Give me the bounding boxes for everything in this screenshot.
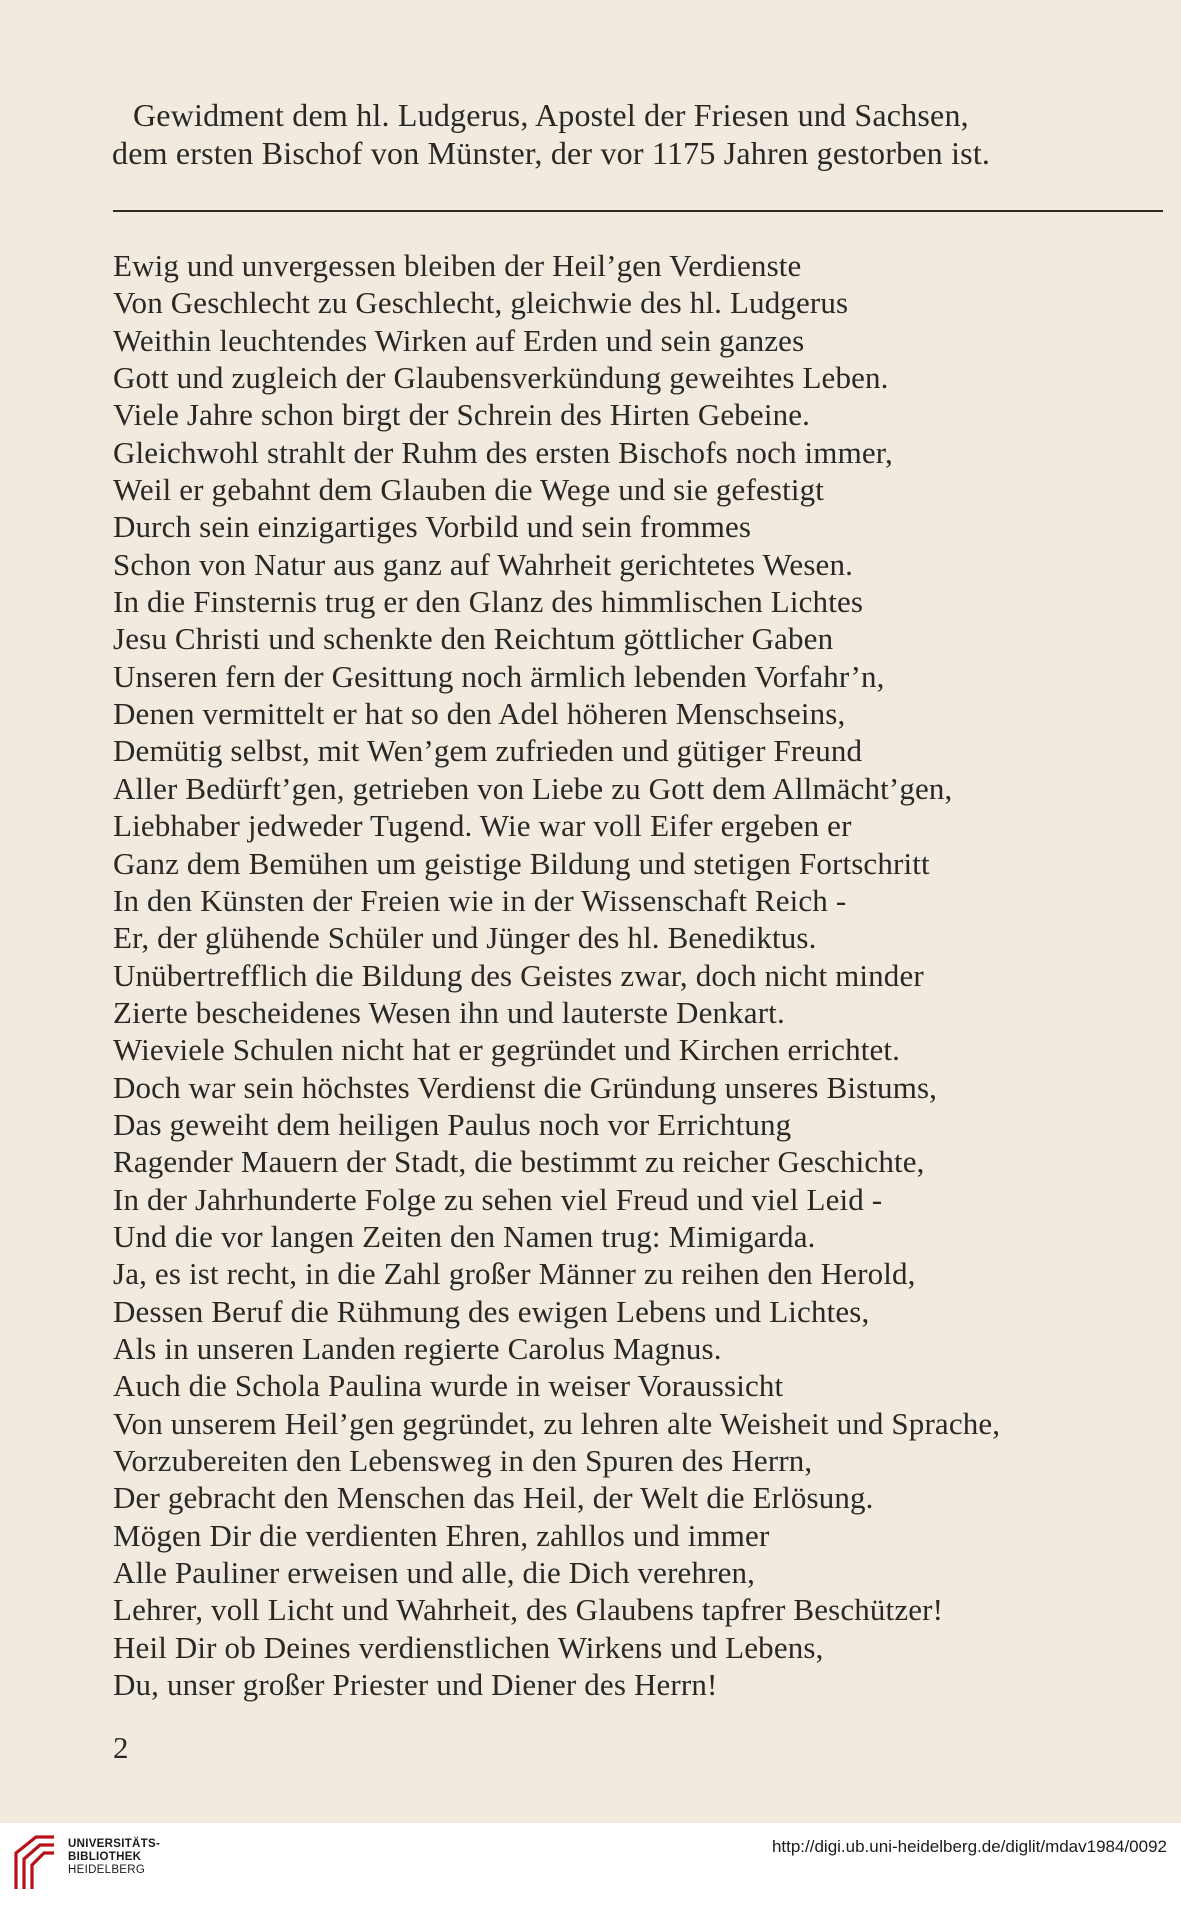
dedication bbox=[112, 96, 1112, 172]
poem-line: Ewig und unvergessen bleiben der Heil’gen Verdienste bbox=[113, 248, 802, 283]
dedication-line: Gewidment dem hl. Ludgerus, Apostel der Friesen und Sachsen, bbox=[133, 97, 969, 133]
poem-line: Weil er gebahnt dem Glauben die Wege und sie gefestigt bbox=[113, 472, 825, 508]
poem-line: Dessen Beruf die Rühmung des ewigen Lebens und Lichtes, bbox=[113, 1293, 870, 1329]
poem-line: In die Finsternis trug er den Glanz des himmlischen Lichtes bbox=[113, 584, 864, 620]
poem-line: Ja, es ist recht, in die Zahl großer Männer zu reihen den Herold, bbox=[113, 1256, 916, 1292]
poem-line: In der Jahrhunderte Folge zu sehen viel Freud und viel Leid - bbox=[113, 1181, 883, 1217]
poem-line: Weithin leuchtendes Wirken auf Erden und sein ganzes bbox=[113, 322, 805, 358]
source-url-link[interactable]: http://digi.ub.uni-heidelberg.de/diglit/mdav1984/0092 bbox=[771, 1837, 1167, 1856]
poem-line: In den Künsten der Freien wie in der Wissenschaft Reich - bbox=[113, 882, 847, 918]
poem-line: Und die vor langen Zeiten den Namen trug: Mimigarda. bbox=[113, 1218, 816, 1254]
poem-line: Schon von Natur aus ganz auf Wahrheit gerichtetes Wesen. bbox=[113, 546, 854, 582]
poem-line: Ganz dem Bemühen um geistige Bildung und stetigen Fortschritt bbox=[113, 845, 930, 881]
poem-line: Der gebracht den Menschen das Heil, der Welt die Erlösung. bbox=[113, 1480, 874, 1516]
poem-line: Von unserem Heil’gen gegründet, zu lehren alte Weisheit und Sprache, bbox=[113, 1405, 1001, 1441]
poem-line: Zierte bescheidenes Wesen ihn und lauterste Denkart. bbox=[113, 994, 785, 1030]
poem-line: Er, der glühende Schüler und Jünger des hl. Benediktus. bbox=[113, 920, 817, 956]
poem-line: Durch sein einzigartiges Vorbild und sein frommes bbox=[113, 509, 752, 545]
divider-rule bbox=[113, 210, 1163, 212]
poem-line: Liebhaber jedweder Tugend. Wie war voll Eifer ergeben er bbox=[113, 808, 852, 844]
library-name-line: BIBLIOTHEK bbox=[68, 1851, 142, 1863]
poem-line: Viele Jahre schon birgt der Schrein des Hirten Gebeine. bbox=[113, 397, 811, 433]
poem-line: Alle Pauliner erweisen und alle, die Dich verehren, bbox=[113, 1555, 756, 1591]
poem-line: Lehrer, voll Licht und Wahrheit, des Glaubens tapfrer Beschützer! bbox=[113, 1592, 944, 1628]
library-name-line: UNIVERSITÄTS- bbox=[68, 1838, 161, 1850]
poem-line: Aller Bedürft’gen, getrieben von Liebe zu Gott dem Allmächt’gen, bbox=[113, 770, 953, 806]
poem-line: Als in unseren Landen regierte Carolus Magnus. bbox=[113, 1330, 722, 1366]
dedication-line: dem ersten Bischof von Münster, der vor 1175 Jahren gestorben ist. bbox=[112, 135, 991, 171]
poem-line: Unübertrefflich die Bildung des Geistes zwar, doch nicht minder bbox=[113, 957, 924, 993]
poem bbox=[113, 247, 1173, 1703]
poem-line: Gott und zugleich der Glaubensverkündung geweihtes Leben. bbox=[113, 360, 889, 396]
library-name bbox=[68, 1838, 160, 1877]
poem-line: Gleichwohl strahlt der Ruhm des ersten Bischofs noch immer, bbox=[113, 434, 893, 470]
poem-line: Mögen Dir die verdienten Ehren, zahllos und immer bbox=[113, 1517, 770, 1553]
poem-line: Heil Dir ob Deines verdienstlichen Wirkens und Lebens, bbox=[113, 1629, 824, 1665]
poem-line: Ragender Mauern der Stadt, die bestimmt zu reicher Geschichte, bbox=[113, 1144, 925, 1180]
poem-line: Auch die Schola Paulina wurde in weiser Voraussicht bbox=[113, 1368, 784, 1404]
poem-line: Von Geschlecht zu Geschlecht, gleichwie des hl. Ludgerus bbox=[113, 285, 849, 321]
heidelberg-library-logo-icon bbox=[12, 1833, 58, 1891]
poem-line: Jesu Christi und schenkte den Reichtum göttlicher Gaben bbox=[113, 621, 834, 657]
library-name-line: HEIDELBERG bbox=[68, 1864, 146, 1876]
page-number: 2 bbox=[113, 1730, 129, 1765]
poem-line: Denen vermittelt er hat so den Adel höheren Menschseins, bbox=[113, 696, 846, 732]
footer-bar bbox=[0, 1823, 1181, 1905]
poem-line: Demütig selbst, mit Wen’gem zufrieden und gütiger Freund bbox=[113, 733, 863, 769]
poem-line: Doch war sein höchstes Verdienst die Gründung unseres Bistums, bbox=[113, 1069, 938, 1105]
poem-line: Das geweiht dem heiligen Paulus noch vor Errichtung bbox=[113, 1106, 792, 1142]
poem-line: Vorzubereiten den Lebensweg in den Spuren des Herrn, bbox=[113, 1443, 813, 1478]
poem-line: Unseren fern der Gesittung noch ärmlich lebenden Vorfahr’n, bbox=[113, 658, 885, 694]
poem-line: Du, unser großer Priester und Diener des Herrn! bbox=[113, 1667, 718, 1703]
poem-line: Wieviele Schulen nicht hat er gegründet und Kirchen errichtet. bbox=[113, 1032, 901, 1068]
